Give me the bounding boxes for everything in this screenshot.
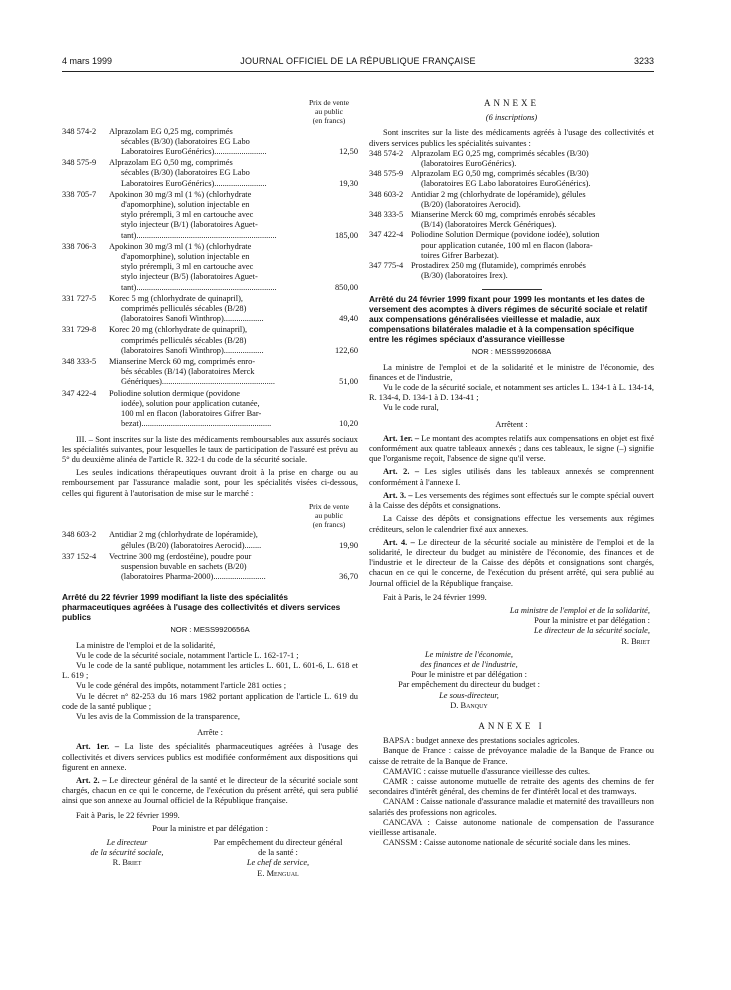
description-line: (laboratoires Sanofi Winthrop)................... <box>121 345 264 355</box>
description-line: Laboratoires EuroGénérics)......................... <box>121 147 267 157</box>
description-line: sécables (B/30) (laboratoires EG Labo <box>121 136 250 146</box>
signature-block-2 <box>369 650 569 711</box>
sigle-definition: Banque de France : caisse de prévoyance maladie de la Banque de France ou caisse de retraite de la Banque de France. <box>369 746 654 766</box>
medication-price: 12,50 <box>339 147 358 157</box>
medication-code: 337 152-4 <box>62 551 97 561</box>
signature-line: La ministre de l'emploi et de la solidarité, <box>509 605 650 615</box>
articles-list <box>369 434 654 589</box>
medication-entry <box>62 325 358 356</box>
article <box>369 467 654 487</box>
signature-line: Le sous-directeur, <box>439 690 499 700</box>
description-line: (laboratoires Pharma-2000)......................... <box>121 572 266 582</box>
description-line: d'apomorphine), solution injectable en <box>121 200 250 210</box>
annexe-medication-list <box>369 149 654 282</box>
signatory-name: R. Briet <box>621 636 650 646</box>
arretent-label: Arrêtent : <box>495 419 528 429</box>
sigle-definition: CANSSM : Caisse autonome nationale de sécurité sociale dans les mines. <box>383 838 631 848</box>
sigles-list <box>369 736 654 848</box>
medication-code: 348 333-5 <box>369 210 404 220</box>
signature-date: Fait à Paris, le 24 février 1999. <box>383 592 487 602</box>
header-journal-title: JOURNAL OFFICIEL DE LA RÉPUBLIQUE FRANÇAISE <box>240 56 476 66</box>
medication-description <box>411 190 654 210</box>
sigle-definition: BAPSA : budget annexe des prestations sociales agricoles. <box>383 736 580 746</box>
medication-code: 348 333-5 <box>62 357 97 367</box>
medication-price: 850,00 <box>334 282 358 292</box>
medication-entry <box>62 158 358 189</box>
medication-entry <box>62 530 358 550</box>
description-line: Korec 20 mg (chlorhydrate de quinapril), <box>109 325 248 335</box>
article-label: Art. 1er. – <box>383 433 420 443</box>
description-line: stylo injecteur (B/5) (laboratoires Aguet- <box>121 272 258 282</box>
description-line: Alprazolam EG 0,25 mg, comprimés sécables (B/30) <box>411 148 589 158</box>
description-line: (B/14) (laboratoires Merck Génériques). <box>421 220 557 230</box>
description-line: Alprazolam EG 0,50 mg, comprimés <box>109 158 233 168</box>
article <box>369 538 654 589</box>
signature-line: Le chef de service, <box>246 858 310 868</box>
description-line: (laboratoires EG Labo laboratoires EuroGénérics). <box>421 179 591 189</box>
article-text: Le montant des acomptes relatifs aux compensations en objet est fixé conformément aux quatre tableaux annexés ; dans ces tableaux, le signe (–) signifie que l'organisme reçoit, l'absence de signe qu'il verse. <box>369 433 655 464</box>
description-line: tant)................................................................... <box>121 282 277 292</box>
medication-price: 51,00 <box>339 377 358 387</box>
price-header-line: (en francs) <box>312 520 346 530</box>
signature-line: des finances et de l'industrie, <box>420 659 518 669</box>
signatory-name: E. Mengual <box>257 868 299 878</box>
article-label: Art. 1er. – <box>76 742 120 752</box>
description-line: Korec 5 mg (chlorhydrate de quinapril), <box>109 293 243 303</box>
signatory-name: R. Briet <box>112 858 142 868</box>
visas-list <box>62 641 358 723</box>
signature-date: Fait à Paris, le 22 février 1999. <box>76 810 180 820</box>
description-line: bés sécables (B/14) (laboratoires Merck <box>121 367 255 377</box>
description-line: Mianserine Merck 60 mg, comprimés enrobés sécables <box>411 210 596 220</box>
annexe-entry <box>369 230 654 261</box>
price-header-line: (en francs) <box>312 116 346 126</box>
description-line: (B/30) (laboratoires Irex). <box>421 271 508 281</box>
medication-price: 122,60 <box>334 345 358 355</box>
description-line: stylo prérempli, 3 ml en cartouche avec <box>121 210 254 220</box>
description-line: (B/20) (laboratoires Aerocid). <box>421 199 521 209</box>
signature-line: Le ministre de l'économie, <box>424 649 513 659</box>
medication-code: 348 575-9 <box>369 169 404 179</box>
annexe-i-heading: ANNEXE I <box>478 720 545 731</box>
article-label: Art. 2. – <box>76 775 107 785</box>
medication-entry <box>62 127 358 158</box>
page-header <box>62 56 654 70</box>
description-line: Génériques)...................................................... <box>121 377 275 387</box>
description-line: gélules (B/20) (laboratoires Aerocid)........ <box>121 540 262 550</box>
annexe-heading: ANNEXE <box>484 98 539 108</box>
medication-code: 347 422-4 <box>62 388 97 398</box>
price-header-line: Prix de vente <box>308 98 350 107</box>
left-column <box>62 98 358 879</box>
medication-code: 331 727-5 <box>62 293 97 303</box>
article-label: Art. 2. – <box>383 467 420 477</box>
right-column <box>369 98 654 848</box>
annexe-entry <box>369 190 654 210</box>
price-header-line: au public <box>314 107 344 117</box>
nor-reference: NOR : MESS9920668A <box>471 347 552 357</box>
header-rule <box>62 71 654 72</box>
medication-code: 338 706-3 <box>62 241 97 251</box>
signature-line: Pour la ministre et par délégation : <box>534 616 650 626</box>
medication-description <box>411 210 654 230</box>
sigle-definition: CAMAVIC : caisse mutuelle d'assurance vieillesse des cultes. <box>383 766 590 776</box>
description-line: Vectrine 300 mg (erdostéine), poudre pour <box>109 551 252 561</box>
medication-price-list <box>62 127 358 430</box>
description-line: iodée), solution pour application cutanée, <box>121 398 260 408</box>
signature-line: Pour le ministre et par délégation : <box>411 670 527 680</box>
description-line: stylo prérempli, 3 ml en cartouche avec <box>121 262 254 272</box>
medication-price: 49,40 <box>339 314 358 324</box>
medication-entry <box>62 357 358 388</box>
signature-line: Par empêchement du directeur général <box>213 838 343 847</box>
article-text: La liste des spécialités pharmaceutiques agréées à l'usage des collectivités et divers services publics est modifiée conformément aux dispositions qui figurent en annexe. <box>62 742 359 772</box>
visa-line: Vu le code de la santé publique, notamment les articles L. 601, L. 601-6, L. 618 et L. 619 ; <box>62 660 358 681</box>
header-date: 4 mars 1999 <box>62 56 113 66</box>
section-divider <box>482 289 542 290</box>
visa-line: La ministre de l'emploi et de la solidarité, <box>76 640 216 650</box>
visa-line: Vu le code rural, <box>383 403 439 413</box>
description-line: Prostadirex 250 mg (flutamide), comprimés enrobés <box>411 261 586 271</box>
description-line: toires Gifrer Barbezat). <box>421 250 499 260</box>
medication-description <box>108 294 312 325</box>
description-line: (laboratoires EuroGénérics). <box>421 159 517 169</box>
description-line: Mianserine Merck 60 mg, comprimés enro- <box>109 357 256 367</box>
description-line: Laboratoires EuroGénérics)......................... <box>121 178 267 188</box>
description-line: d'apomorphine), solution injectable en <box>121 252 250 262</box>
description-line: Poliodine solution dermique (povidone <box>109 388 240 398</box>
visa-line: Vu le code de la sécurité sociale, notamment l'article L. 162-17-1 ; <box>76 650 299 660</box>
price-header <box>300 502 358 530</box>
article <box>369 514 654 534</box>
signature-line: de la santé : <box>258 848 298 858</box>
medication-entry <box>62 552 358 583</box>
description-line: stylo injecteur (B/1) (laboratoires Aguet- <box>121 220 258 230</box>
description-line: tant)................................................................... <box>121 230 277 240</box>
signatory-name: D. Banquy <box>450 700 488 710</box>
medication-entry <box>62 242 358 293</box>
medication-price-list <box>62 530 358 582</box>
description-line: pour application cutanée, 100 ml en flacon (labora- <box>421 240 593 250</box>
medication-description <box>108 325 312 356</box>
medication-price: 19,90 <box>339 540 358 550</box>
medication-description <box>108 158 312 189</box>
article-2 <box>62 776 358 807</box>
medication-description <box>108 127 312 158</box>
medication-description <box>411 261 654 281</box>
medication-price: 19,30 <box>339 178 358 188</box>
delegation-line: Pour la ministre et par délégation : <box>152 823 268 833</box>
description-line: Poliodine Solution Dermique (povidone iodée), solution <box>411 230 600 240</box>
article-1 <box>62 742 358 773</box>
description-line: Apokinon 30 mg/3 ml (1 %) (chlorhydrate <box>109 189 252 199</box>
description-line: 100 ml en flacon (laboratoires Gifrer Bar- <box>121 409 262 419</box>
description-line: Apokinon 30 mg/3 ml (1 %) (chlorhydrate <box>109 241 252 251</box>
article <box>369 491 654 511</box>
description-line: bezat).............................................................. <box>121 419 272 429</box>
medication-code: 338 705-7 <box>62 189 97 199</box>
price-header-line: Prix de vente <box>308 501 350 511</box>
medication-code: 348 575-9 <box>62 158 97 168</box>
medication-description <box>411 149 654 169</box>
description-line: Alprazolam EG 0,50 mg, comprimés sécables (B/30) <box>411 169 589 179</box>
description-line: comprimés pelliculés sécables (B/28) <box>121 304 247 314</box>
medication-entry <box>62 389 358 430</box>
description-line: Antidiar 2 mg (chlorhydrate de lopéramide), gélules <box>411 189 586 199</box>
medication-code: 348 603-2 <box>62 530 97 540</box>
medication-entry <box>62 190 358 241</box>
header-page-number: 3233 <box>633 56 654 66</box>
signature-line: Par empêchement du directeur du budget : <box>398 680 540 690</box>
medication-description <box>108 530 312 550</box>
signature-block <box>62 838 358 879</box>
signature-right <box>198 838 358 879</box>
description-line: Antidiar 2 mg (chlorhydrate de lopéramide), <box>109 530 258 540</box>
medication-entry <box>62 294 358 325</box>
visa-line: Vu les avis de la Commission de la transparence, <box>76 711 240 721</box>
medication-code: 331 729-8 <box>62 325 97 335</box>
arrete-title: Arrêté du 22 février 1999 modifiant la liste des spécialités pharmaceutiques agréées à l'usage des collectivités et divers services publics <box>62 592 341 623</box>
medication-description <box>411 169 654 189</box>
sigle-definition: CAMR : caisse autonome mutuelle de retraite des agents des chemins de fer secondaires d'intérêt général, des chemins de fer d'intérêt local et des tramways. <box>369 776 654 797</box>
article-text: Le directeur de la sécurité sociale au ministère de l'emploi et de la solidarité, le directeur du budget au ministère de l'économie, des finances et de l'industrie et le directeur de la Caisse des dépôts et consignations sont chargés, chacun en ce qui le concerne, de l'exécution du présent arrêté, qui sera publié au Journal officiel de la République française. <box>369 537 654 588</box>
description-line: suspension buvable en sachets (B/20) <box>121 561 247 571</box>
visa-line: Vu le code général des impôts, notamment l'article 281 octies ; <box>76 681 287 691</box>
annexe-intro: Sont inscrites sur la liste des médicaments agréés à l'usage des collectivités et divers services publics les spécialités suivantes : <box>369 128 654 148</box>
arrete-title: Arrêté du 24 février 1999 fixant pour 1999 les montants et les dates de versement des acomptes à divers régimes de sécurité sociale et relatif aux compensations généralisées vieillesse et maladie, aux compensations bilatérales maladie et à la compensation spécifique entre les régimes spéciaux d'assurance vieillesse <box>369 294 648 345</box>
signature-line: de la sécurité sociale, <box>90 848 164 858</box>
price-header-line: au public <box>314 510 344 520</box>
medication-description <box>108 552 312 583</box>
description-line: (laboratoires Sanofi Winthrop)................... <box>121 314 264 324</box>
description-line: sécables (B/30) (laboratoires EG Labo <box>121 168 250 178</box>
medication-price: 10,20 <box>339 419 358 429</box>
medication-description <box>108 389 312 430</box>
medication-price: 185,00 <box>334 230 358 240</box>
signature-block-1 <box>369 606 654 647</box>
nor-reference: NOR : MESS9920656A <box>170 625 250 635</box>
description-line: comprimés pelliculés sécables (B/28) <box>121 335 247 345</box>
medication-code: 348 603-2 <box>369 189 404 199</box>
annexe-entry <box>369 210 654 230</box>
medication-code: 348 574-2 <box>62 126 97 136</box>
medication-description <box>411 230 654 261</box>
annexe-entry <box>369 169 654 189</box>
medication-code: 347 422-4 <box>369 230 404 240</box>
medication-description <box>108 357 312 388</box>
article-text: Les sigles utilisés dans les tableaux annexés se comprennent conformément à l'annexe I. <box>369 467 654 487</box>
visa-line: La ministre de l'emploi et de la solidarité et le ministre de l'économie, des finances et de l'industrie, <box>369 362 654 382</box>
article-label: Art. 3. – <box>383 490 413 500</box>
article-label: Art. 4. – <box>383 537 415 547</box>
medication-code: 348 574-2 <box>369 148 404 158</box>
description-line: Alprazolam EG 0,25 mg, comprimés <box>109 126 233 136</box>
visa-line: Vu le décret n° 82-253 du 16 mars 1982 portant application de l'article L. 619 du code de la santé publique ; <box>62 691 358 711</box>
article-text: Le directeur général de la santé et le directeur de la sécurité sociale sont chargés, chacun en ce qui le concerne, de l'exécution du présent arrêté, qui sera publié ainsi que son annexe au Journal officiel de la République française. <box>62 775 358 806</box>
annexe-entry <box>369 261 654 281</box>
signature-left <box>62 838 192 879</box>
medication-description <box>108 242 312 293</box>
article-text: La Caisse des dépôts et consignations effectue les versements aux régimes créditeurs, selon le calendrier fixé aux annexes. <box>369 514 654 534</box>
paragraph-iii: III. – Sont inscrites sur la liste des médicaments remboursables aux assurés sociaux les spécialités suivantes, pour lesquelles le taux de participation de l'assuré est prévu au 5° du deuxième alinéa de l'article R. 322-1 du code de la sécurité sociale. <box>62 434 358 464</box>
article-text: Les versements des régimes sont effectués sur le compte spécial ouvert à la Caisse des dépôts et consignations. <box>369 490 654 511</box>
medication-price: 36,70 <box>339 572 358 582</box>
sigle-definition: CANCAVA : Caisse autonome nationale de compensation de l'assurance vieillesse artisanale. <box>369 817 654 837</box>
price-header <box>300 98 358 126</box>
medication-description <box>108 190 312 241</box>
arrete-label: Arrête : <box>197 728 223 738</box>
visa-line: Vu le code de la sécurité sociale, et notamment ses articles L. 134-1 à L. 134-14, R. 134-4, D. 134-1 à D. 134-41 ; <box>369 383 654 403</box>
article <box>369 434 654 465</box>
signature-line: Le directeur <box>106 838 148 847</box>
signature-line: Le directeur de la sécurité sociale, <box>534 626 650 636</box>
paragraph-indications: Les seules indications thérapeutiques ouvrant droit à la prise en charge ou au remboursement par l'assurance maladie sont, pour les spécialités visées ci-dessous, celles qui figurent à l'autorisation de mise sur le marché : <box>62 468 358 498</box>
inscriptions-count: (6 inscriptions) <box>485 113 538 123</box>
visas-list <box>369 363 654 414</box>
medication-code: 347 775-4 <box>369 261 404 271</box>
annexe-entry <box>369 149 654 169</box>
sigle-definition: CANAM : Caisse nationale d'assurance maladie et maternité des travailleurs non salariés des professions non agricoles. <box>369 797 654 817</box>
